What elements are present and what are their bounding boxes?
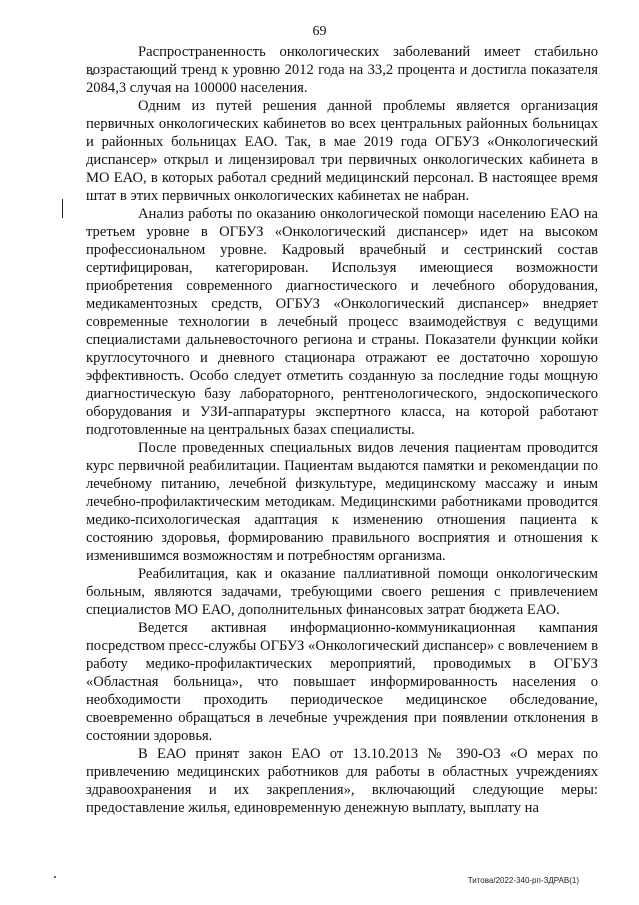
paragraph-2: Одним из путей решения данной проблемы является организация первичных онкологических кабинетов во всех центральных районных больницах и районных больницах ЕАО. Так, в мае 2019 года ОГБУЗ «Онкологический диспансер» открыл и лицензировал три первичных онкологических кабинета в МО ЕАО, в которых работал средний медицинский персонал. В настоящее время штат в этих первичных онкологических кабинетах не набран. <box>86 98 598 204</box>
document-code: Титова/2022-340-рп-ЗДРАВ(1) <box>467 876 579 885</box>
corner-mark <box>54 876 56 878</box>
margin-bar <box>62 199 63 218</box>
paragraph-5: Реабилитация, как и оказание паллиативной помощи онкологическим больным, являются задачами, требующими своего решения с привлечением специалистов МО ЕАО, дополнительных финансовых затрат бюджета ЕАО. <box>86 566 598 618</box>
paragraph-4: После проведенных специальных видов лечения пациентам проводится курс первичной реабилитации. Пациентам выдаются памятки и рекомендации по лечебному питанию, лечебной физкультуре, медицинскому массажу и иным лечебно-профилактическим методикам. Медицинскими работниками проводится медико-психологическая адаптация к изменению отношения пациента к состоянию здоровья, формированию правильного восприятия и отношения к изменившимся возможностям и потребностям организма. <box>86 440 598 564</box>
paragraph-6: Ведется активная информационно-коммуникационная кампания посредством пресс-службы ОГБУЗ «Онкологический диспансер» с вовлечением в работу медико-профилактических мероприятий, проводимых в ОГБУЗ «Областная больница», что повышает информированность населения о необходимости проходить периодическое медицинское обследование, своевременно обращаться в лечебные учреждения при появлении отклонения в состоянии здоровья. <box>86 620 598 744</box>
paragraph-1: Распространенность онкологических заболеваний имеет стабильно возрастающий тренд к уровню 2012 года на 33,2 процента и достигла показателя 2084,3 случая на 100000 населения. <box>86 44 598 96</box>
paragraph-3: Анализ работы по оказанию онкологической помощи населению ЕАО на третьем уровне в ОГБУЗ «Онкологический диспансер» идет на высоком профессиональном уровне. Кадровый врачебный и сестринский состав сертифицирован, категорирован. Используя имеющиеся возможности приобретения современного диагностического и лечебного оборудования, медикаментозных средств, ОГБУЗ «Онкологический диспансер» внедряет современные технологии в лечебный процесс взаимодействуя с ведущими специалистами дальневосточного региона и страны. Показатели функции койки круглосуточного и дневного стационара отражают ее достаточно хорошую эффективность. Особо следует отметить созданную за последние годы мощную диагностическую базу лабораторного, рентгенологического, эндоскопического оборудования и УЗИ-аппаратуры экспертного класса, на которой работают подготовленные на центральных базах специалисты. <box>86 206 598 438</box>
document-body <box>86 43 598 817</box>
page-number: 69 <box>312 24 327 39</box>
paragraph-7: В ЕАО принят закон ЕАО от 13.10.2013 № 390-ОЗ «О мерах по привлечению медицинских работников для работы в областных учреждениях здравоохранения и их закрепления», включающий следующие меры: предоставление жилья, единовременную денежную выплату, выплату на <box>86 746 598 816</box>
